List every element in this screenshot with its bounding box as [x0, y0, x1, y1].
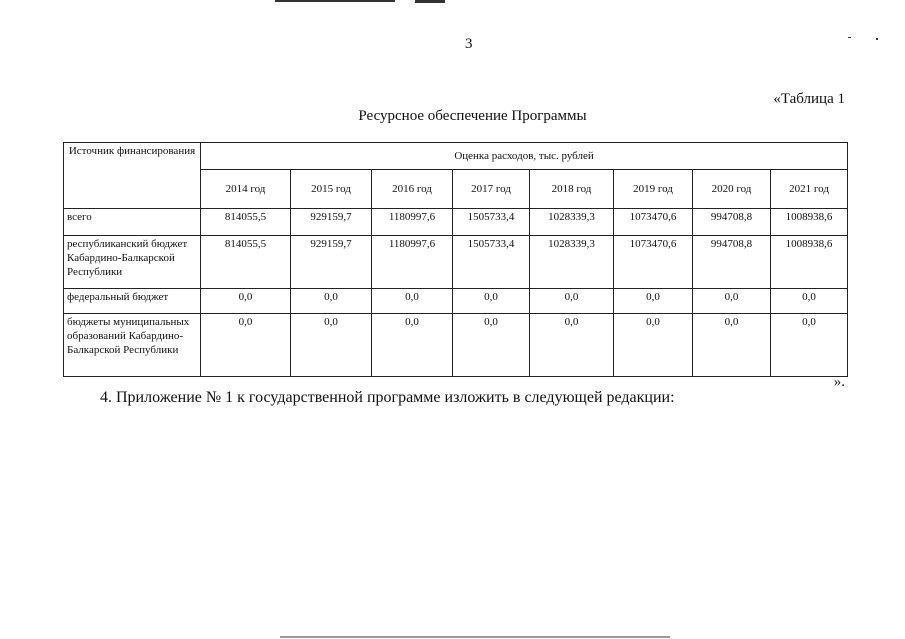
year-header: 2018 год: [530, 170, 614, 209]
row-label: всего: [64, 209, 201, 236]
table-cell: 0,0: [453, 314, 530, 377]
estimate-header: Оценка расходов, тыс. рублей: [201, 143, 848, 170]
table-cell: 0,0: [372, 289, 453, 314]
table-cell: 0,0: [453, 289, 530, 314]
table-cell: 0,0: [201, 289, 291, 314]
page-number: 3: [465, 36, 473, 52]
table-cell: 1008938,6: [771, 236, 848, 289]
table-row: [64, 236, 848, 289]
table-cell: 814055,5: [201, 209, 291, 236]
table-row: [64, 314, 848, 377]
year-header: 2014 год: [201, 170, 291, 209]
row-label: федеральный бюджет: [64, 289, 201, 314]
table-cell: 994708,8: [693, 236, 771, 289]
source-header: Источник финансирования: [64, 143, 201, 209]
table-cell: 0,0: [291, 314, 372, 377]
row-label: республиканский бюджет Кабардино-Балкарской Республики: [64, 236, 201, 289]
table-cell: 0,0: [614, 289, 693, 314]
table-cell: 929159,7: [291, 236, 372, 289]
scan-artifact-bottom: [280, 636, 670, 638]
table-cell: 0,0: [291, 289, 372, 314]
year-header: 2016 год: [372, 170, 453, 209]
table-cell: 0,0: [530, 314, 614, 377]
table-caption: «Таблица 1: [773, 91, 845, 107]
resource-table: [63, 142, 848, 377]
table-cell: 1505733,4: [453, 209, 530, 236]
table-cell: 1008938,6: [771, 209, 848, 236]
year-header: 2017 год: [453, 170, 530, 209]
table-cell: 0,0: [372, 314, 453, 377]
table-cell: 1073470,6: [614, 209, 693, 236]
year-header: 2021 год: [771, 170, 848, 209]
table-row: [64, 209, 848, 236]
table-cell: 1028339,3: [530, 209, 614, 236]
table-cell: 994708,8: [693, 209, 771, 236]
table-cell: 0,0: [614, 314, 693, 377]
year-header: 2019 год: [614, 170, 693, 209]
scan-artifact-dot: [848, 37, 851, 38]
table-cell: 1180997,6: [372, 236, 453, 289]
table-row: [64, 289, 848, 314]
table-cell: 1180997,6: [372, 209, 453, 236]
document-title: Ресурсное обеспечение Программы: [358, 108, 587, 124]
scan-artifact-dot: [876, 38, 878, 40]
header-row: [64, 143, 848, 170]
table-cell: 0,0: [771, 314, 848, 377]
table-cell: 1073470,6: [614, 236, 693, 289]
table-cell: 929159,7: [291, 209, 372, 236]
table-cell: 1028339,3: [530, 236, 614, 289]
year-header: 2020 год: [693, 170, 771, 209]
table-cell: 0,0: [201, 314, 291, 377]
table-cell: 814055,5: [201, 236, 291, 289]
scan-artifact-top: [275, 0, 395, 2]
table-cell: 0,0: [693, 289, 771, 314]
table-cell: 1505733,4: [453, 236, 530, 289]
row-label: бюджеты муниципальных образований Кабардино-Балкарской Республики: [64, 314, 201, 377]
table-cell: 0,0: [693, 314, 771, 377]
amendment-item: 4. Приложение № 1 к государственной программе изложить в следующей редакции:: [100, 389, 675, 406]
scan-artifact-top: [415, 0, 445, 3]
year-header: 2015 год: [291, 170, 372, 209]
closing-quote: ».: [833, 374, 845, 390]
table-cell: 0,0: [771, 289, 848, 314]
table-cell: 0,0: [530, 289, 614, 314]
